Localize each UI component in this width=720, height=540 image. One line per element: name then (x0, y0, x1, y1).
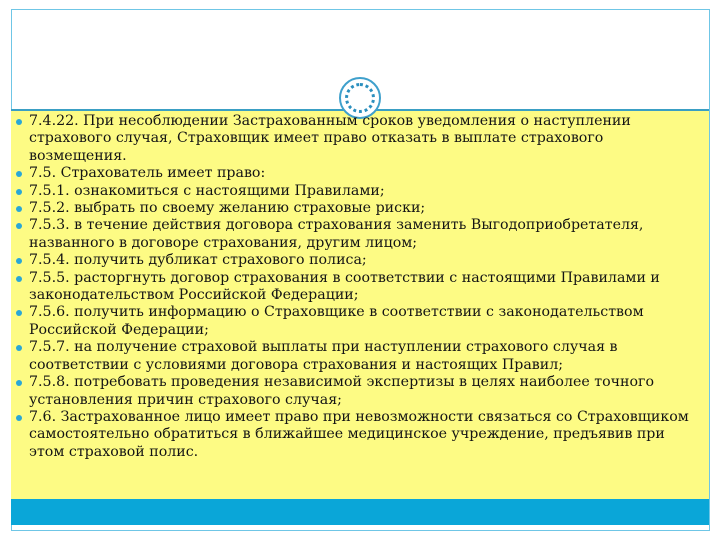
list-item-text: 7.5.2. выбрать по своему желанию страховые риски; (29, 200, 426, 217)
list-item (14, 409, 704, 461)
list-item-text: 7.5.6. получить информацию о Страховщике в соответствии с законодательством Российской Федерации; (29, 304, 644, 338)
list-item-text: 7.5.4. получить дубликат страхового полиса; (29, 252, 367, 269)
bullet-dot-icon (16, 206, 22, 212)
list-item (14, 113, 704, 165)
list-item (14, 304, 704, 339)
bullet-dot-icon (16, 310, 22, 316)
bullet-dot-icon (16, 345, 22, 351)
bullet-dot-icon (16, 119, 22, 125)
bullet-dot-icon (16, 415, 22, 421)
list-item-text: 7.5.8. потребовать проведения независимой экспертизы в целях наиболее точного установления причин страхового случая; (29, 374, 654, 408)
list-item (14, 200, 704, 217)
list-item (14, 217, 704, 252)
bullet-dot-icon (16, 223, 22, 229)
list-item-text: 7.5.3. в течение действия договора страхования заменить Выгодоприобретателя, названного в договоре страхования, другим лицом; (29, 217, 644, 251)
list-item (14, 270, 704, 305)
bullet-dot-icon (16, 171, 22, 177)
list-item-text: 7.5.5. расторгнуть договор страхования в соответствии с настоящими Правилами и законодательством Российской Федерации; (29, 269, 660, 304)
bullet-dot-icon (16, 258, 22, 264)
list-item-text: 7.4.22. При несоблюдении Застрахованным сроков уведомления о наступлении страхового случая, Страховщик имеет право отказать в выплате страхового возмещения. (29, 113, 631, 164)
list-item (14, 165, 704, 182)
bullet-dot-icon (16, 276, 22, 282)
list-item (14, 183, 704, 200)
bullet-dot-icon (16, 380, 22, 386)
footer-bar (11, 499, 709, 525)
list-item-text: 7.5.1. ознакомиться с настоящими Правилами; (29, 182, 385, 199)
bullet-list (14, 113, 704, 461)
list-item-text: 7.6. Застрахованное лицо имеет право при невозможности связаться со Страховщиком самостоятельно обратиться в ближайшее медицинское учреждение, предъявив при этом страховой полис. (29, 408, 689, 460)
list-item (14, 374, 704, 409)
list-item-text: 7.5. Страхователь имеет право: (29, 165, 266, 182)
list-item (14, 252, 704, 269)
list-item (14, 339, 704, 374)
bullet-dot-icon (16, 189, 22, 195)
list-item-text: 7.5.7. на получение страховой выплаты при наступлении страхового случая в соответствии с условиями договора страхования и настоящих Правил; (29, 339, 618, 373)
